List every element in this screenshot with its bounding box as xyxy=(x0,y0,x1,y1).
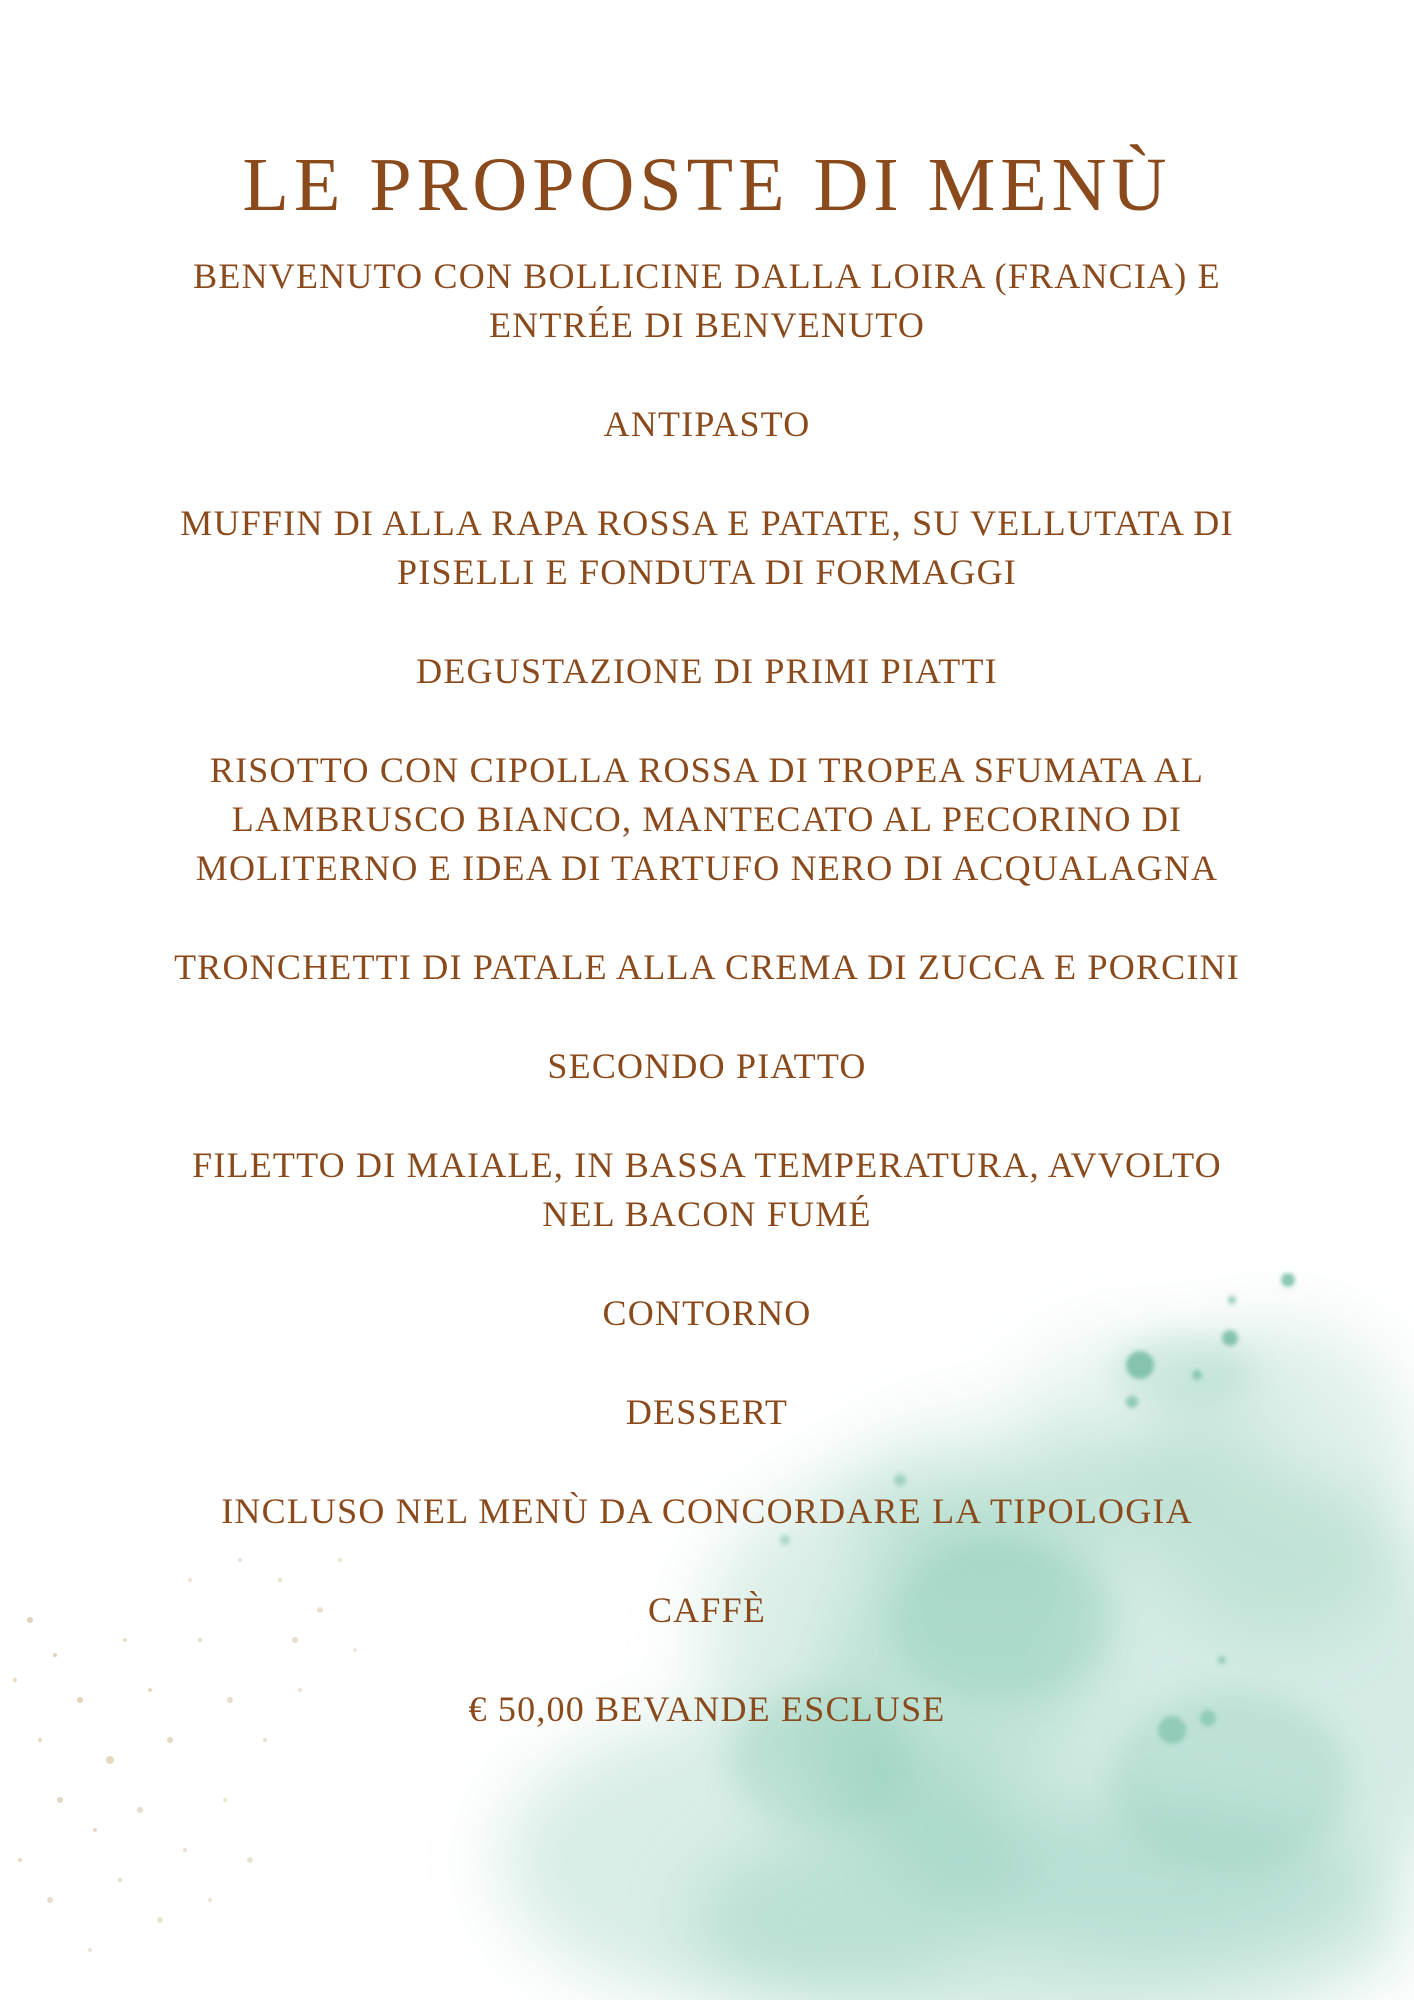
course-heading: SECONDO PIATTO xyxy=(547,1046,867,1086)
dessert-note xyxy=(0,1487,1414,1536)
course-heading: CONTORNO xyxy=(602,1293,812,1333)
course-heading: CAFFÈ xyxy=(647,1590,767,1630)
dish-line: NEL BACON FUMÉ xyxy=(542,1194,872,1234)
course-heading: DEGUSTAZIONE DI PRIMI PIATTI xyxy=(416,651,998,691)
dish-line: TRONCHETTI DI PATALE ALLA CREMA DI ZUCCA E PORCINI xyxy=(174,947,1240,987)
course-heading-primi xyxy=(0,647,1414,696)
welcome-line: ENTRÉE DI BENVENUTO xyxy=(488,305,926,345)
course-heading-antipasto xyxy=(0,400,1414,449)
course-heading: DESSERT xyxy=(625,1392,789,1432)
welcome-line: BENVENUTO CON BOLLICINE DALLA LOIRA (FRANCIA) E xyxy=(193,256,1221,296)
price-line xyxy=(0,1685,1414,1734)
course-heading-secondo xyxy=(0,1042,1414,1091)
dish-secondo xyxy=(0,1141,1414,1239)
dish-line: INCLUSO NEL MENÙ DA CONCORDARE LA TIPOLOGIA xyxy=(221,1491,1193,1531)
dish-tronchetti xyxy=(0,943,1414,992)
welcome-item xyxy=(0,252,1414,350)
course-heading-caffe xyxy=(0,1586,1414,1635)
course-heading-dessert xyxy=(0,1388,1414,1437)
dish-antipasto xyxy=(0,499,1414,597)
dish-line: RISOTTO CON CIPOLLA ROSSA DI TROPEA SFUMATA AL xyxy=(209,750,1205,790)
price-text: € 50,00 BEVANDE ESCLUSE xyxy=(468,1689,946,1729)
course-heading-contorno xyxy=(0,1289,1414,1338)
dish-risotto xyxy=(0,746,1414,893)
menu-title: LE PROPOSTE DI MENÙ xyxy=(242,143,1172,227)
menu-list xyxy=(0,252,1414,1784)
dish-line: FILETTO DI MAIALE, IN BASSA TEMPERATURA, AVVOLTO xyxy=(192,1145,1222,1185)
course-heading: ANTIPASTO xyxy=(603,404,811,444)
dish-line: MUFFIN DI ALLA RAPA ROSSA E PATATE, SU VELLUTATA DI xyxy=(180,503,1234,543)
dish-line: LAMBRUSCO BIANCO, MANTECATO AL PECORINO DI xyxy=(231,799,1183,839)
dish-line: MOLITERNO E IDEA DI TARTUFO NERO DI ACQUALAGNA xyxy=(195,848,1219,888)
dish-line: PISELLI E FONDUTA DI FORMAGGI xyxy=(397,552,1017,592)
